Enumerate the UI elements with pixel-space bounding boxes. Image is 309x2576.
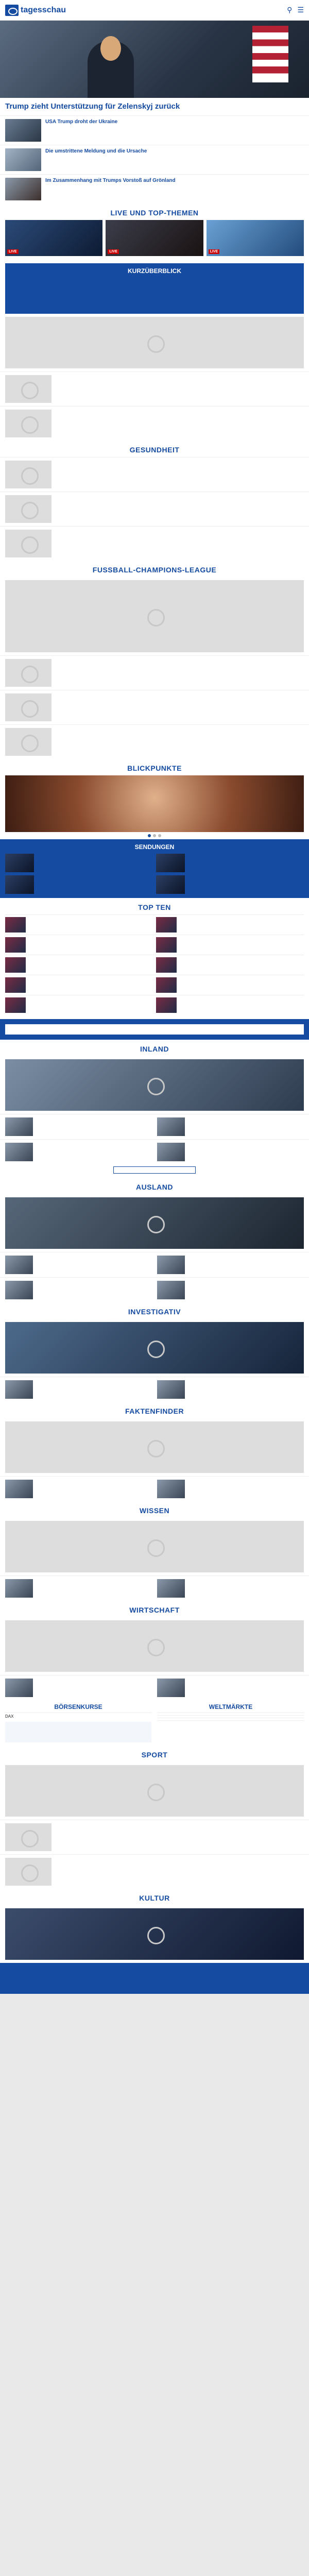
section-title-wissen: WISSEN [139, 1506, 170, 1515]
thumbnail [5, 119, 41, 142]
sendung-item[interactable] [156, 854, 304, 872]
image-placeholder [5, 317, 304, 368]
logo[interactable] [5, 5, 66, 16]
sendungen-band [0, 839, 309, 898]
list-item[interactable] [0, 492, 309, 526]
market-row[interactable] [158, 1720, 304, 1723]
teaser-image [5, 1281, 33, 1299]
topten-item[interactable] [156, 937, 304, 953]
teaser-item[interactable] [157, 1256, 304, 1274]
live-card[interactable] [106, 220, 203, 256]
sendung-image [5, 854, 34, 872]
live-card[interactable] [5, 220, 102, 256]
teaser-image [5, 1143, 33, 1161]
sendung-image [5, 875, 34, 894]
search-band [0, 1019, 309, 1040]
list-item-title[interactable]: Die umstrittene Meldung und die Ursache [45, 148, 147, 154]
teaser-image [157, 1380, 185, 1399]
teaser-image [157, 1579, 185, 1598]
list-item[interactable] [0, 371, 309, 406]
teaser-item[interactable] [5, 1281, 152, 1299]
section-title-gesundheit: GESUNDHEIT [129, 446, 180, 454]
teaser-image [157, 1143, 185, 1161]
teaser-item[interactable] [5, 1117, 152, 1136]
top-bar [0, 0, 309, 21]
sendung-item[interactable] [5, 854, 153, 872]
image-placeholder [5, 461, 52, 488]
list-item[interactable] [0, 724, 309, 759]
market-chart [5, 1722, 151, 1742]
topten-item[interactable] [5, 957, 153, 973]
teaser-image [5, 1679, 33, 1697]
hero-teaser[interactable] [0, 21, 309, 115]
flag-image [252, 26, 288, 82]
topten-image [5, 977, 26, 993]
section-title-live: LIVE UND TOP-THEMEN [110, 209, 199, 217]
image-placeholder [5, 1521, 304, 1572]
topten-item[interactable] [156, 977, 304, 993]
teaser-item[interactable] [157, 1380, 304, 1399]
image-placeholder [5, 1823, 52, 1851]
topten-image [5, 997, 26, 1013]
logo-text: tagesschau [21, 5, 66, 14]
blickpunkt-image[interactable] [5, 775, 304, 832]
teaser-item[interactable] [5, 1579, 152, 1598]
live-card[interactable] [207, 220, 304, 256]
section-title-boersenkurse: BÖRSENKURSE [54, 1703, 102, 1710]
teaser-image [157, 1480, 185, 1498]
teaser-image [5, 1117, 33, 1136]
image-placeholder [5, 1421, 304, 1473]
list-item[interactable] [0, 1820, 309, 1854]
image-placeholder [5, 1765, 304, 1817]
image-placeholder [5, 495, 52, 523]
sendung-item[interactable] [156, 875, 304, 894]
teaser-image [5, 1579, 33, 1598]
live-image [5, 220, 102, 256]
list-item[interactable] [0, 457, 309, 492]
image-placeholder [5, 1908, 304, 1960]
image-placeholder [5, 1858, 52, 1886]
list-item[interactable] [0, 145, 309, 174]
header-icons [287, 6, 304, 14]
list-item-title[interactable]: Im Zusammenhang mit Trumps Vorstoß auf Grönland [45, 178, 176, 183]
teaser-image [157, 1256, 185, 1274]
live-grid [0, 220, 309, 260]
thumbnail [5, 148, 41, 171]
image-placeholder [5, 580, 304, 652]
sendung-image [156, 875, 185, 894]
teaser-item[interactable] [157, 1117, 304, 1136]
image-placeholder [5, 1197, 304, 1249]
teaser-image [5, 1256, 33, 1274]
image-placeholder [5, 728, 52, 756]
section-title-faktenfinder: FAKTENFINDER [125, 1407, 184, 1415]
list-item[interactable] [0, 174, 309, 204]
more-button[interactable] [113, 1166, 196, 1174]
section-title-topten: TOP TEN [138, 903, 171, 911]
teaser-image [157, 1281, 185, 1299]
carousel-pager[interactable] [0, 832, 309, 839]
section-title-weltmaerkte: WELTMÄRKTE [209, 1703, 253, 1710]
topten-item[interactable] [156, 997, 304, 1013]
live-badge: LIVE [108, 249, 119, 254]
section-title-kurz: KURZÜBERBLICK [128, 267, 181, 275]
topten-item[interactable] [5, 917, 153, 933]
topten-image [156, 937, 177, 953]
topten-list [0, 914, 309, 1015]
topten-image [156, 997, 177, 1013]
topten-item[interactable] [5, 937, 153, 953]
image-placeholder [5, 530, 52, 557]
teaser-item[interactable] [157, 1143, 304, 1161]
teaser-image [157, 1679, 185, 1697]
list-item[interactable] [0, 115, 309, 145]
image-placeholder [5, 375, 52, 403]
market-row[interactable] [5, 1713, 151, 1720]
teaser-item[interactable] [5, 1256, 152, 1274]
section-title-sport: SPORT [141, 1751, 168, 1759]
list-item[interactable] [0, 655, 309, 690]
market-overview [0, 1700, 309, 1745]
footer [0, 1963, 309, 1994]
hero-headline[interactable]: Trump zieht Unterstützung für Zelenskyj zurück [5, 102, 180, 111]
image-placeholder [5, 693, 52, 721]
list-item[interactable] [0, 526, 309, 561]
live-badge: LIVE [209, 249, 220, 254]
teaser-image [5, 1480, 33, 1498]
section-title-fussball: FUSSBALL-CHAMPIONS-LEAGUE [92, 566, 217, 574]
live-badge: LIVE [7, 249, 19, 254]
list-item-title[interactable]: USA Trump droht der Ukraine [45, 119, 118, 125]
section-title-ausland: AUSLAND [136, 1183, 173, 1191]
section-title-sendungen: SENDUNGEN [134, 843, 175, 851]
sendung-item[interactable] [5, 875, 153, 894]
image-placeholder [5, 1059, 304, 1111]
teaser-image [157, 1117, 185, 1136]
image-placeholder [5, 1322, 304, 1374]
teaser-item[interactable] [157, 1281, 304, 1299]
list-item[interactable] [0, 690, 309, 724]
topten-image [5, 957, 26, 973]
image-placeholder [5, 659, 52, 687]
hero-image[interactable] [0, 21, 309, 98]
topten-image [156, 917, 177, 933]
topten-item[interactable] [5, 997, 153, 1013]
search-icon[interactable]: ⚲ [287, 6, 293, 14]
section-title-kultur: KULTUR [139, 1894, 170, 1902]
search-input[interactable] [5, 1024, 304, 1035]
topten-item[interactable] [5, 977, 153, 993]
market-name: DAX [5, 1714, 14, 1719]
teaser-item[interactable] [157, 1679, 304, 1697]
live-image [207, 220, 304, 256]
topten-item[interactable] [156, 957, 304, 973]
image-placeholder [5, 410, 52, 437]
teaser-item[interactable] [5, 1380, 152, 1399]
topten-image [5, 937, 26, 953]
topten-image [5, 917, 26, 933]
list-item[interactable] [0, 1854, 309, 1889]
image-placeholder [5, 1620, 304, 1672]
topten-item[interactable] [156, 917, 304, 933]
kurzueberblick-box [5, 263, 304, 314]
section-title-investigativ: INVESTIGATIV [128, 1308, 181, 1316]
sendung-image [156, 854, 185, 872]
topten-image [156, 977, 177, 993]
person-face [100, 36, 121, 61]
section-title-wirtschaft: WIRTSCHAFT [129, 1606, 180, 1614]
logo-mark [5, 5, 19, 16]
thumbnail [5, 178, 41, 200]
teaser-item[interactable] [5, 1143, 152, 1161]
topten-image [156, 957, 177, 973]
live-image [106, 220, 203, 256]
section-title-blickpunkte: BLICKPUNKTE [127, 764, 182, 772]
teaser-item[interactable] [157, 1480, 304, 1498]
menu-icon[interactable]: ☰ [297, 6, 304, 14]
teaser-item[interactable] [5, 1679, 152, 1697]
teaser-item[interactable] [157, 1579, 304, 1598]
teaser-image [5, 1380, 33, 1399]
section-title-inland: INLAND [140, 1045, 169, 1053]
teaser-item[interactable] [5, 1480, 152, 1498]
list-item[interactable] [0, 406, 309, 440]
